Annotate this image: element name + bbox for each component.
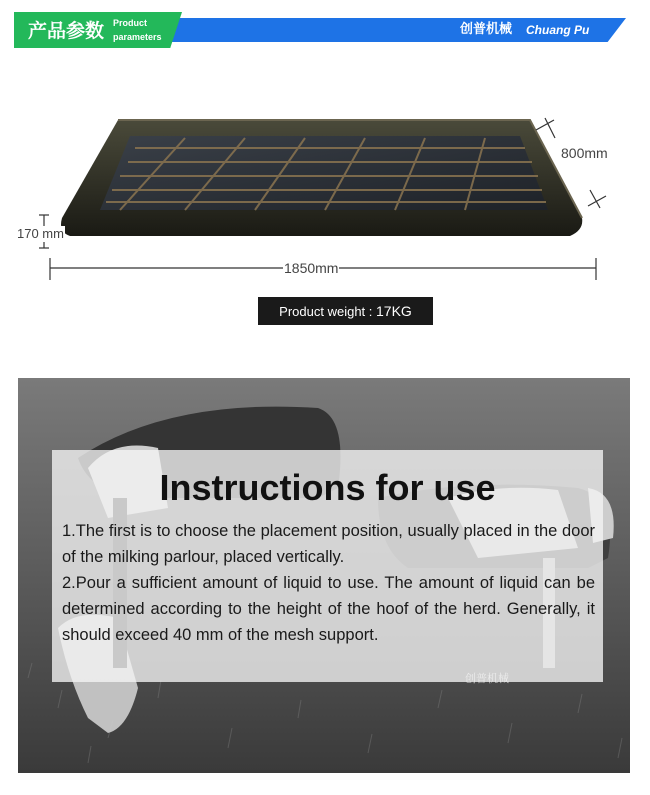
section-title-en-line2: parameters	[113, 32, 162, 42]
length-label: 1850mm	[284, 260, 339, 276]
brand-name-cn: 创普机械	[460, 22, 513, 37]
section-title-cn: 产品参数	[28, 20, 105, 42]
watermark: 创普机械	[465, 672, 509, 685]
header-banner	[0, 12, 650, 48]
section-title-en-line1: Product	[113, 18, 148, 28]
instruction-step-1: 1.The first is to choose the placement position, usually placed in the door of the milking parlour, placed vertically.	[62, 522, 595, 566]
instruction-step-2: 2.Pour a sufficient amount of liquid to use. The amount of liquid can be determined according to the height of the hoof of the herd. Generally, it should exceed 40 mm of the mesh support.	[62, 574, 595, 644]
product-weight-badge	[258, 297, 433, 325]
instructions-body	[62, 518, 595, 648]
weight-label: Product weight :	[279, 304, 376, 319]
weight-value: 17KG	[376, 303, 412, 319]
instructions-panel	[52, 450, 603, 682]
section-title-en	[113, 16, 179, 44]
instructions-title: Instructions for use	[159, 467, 496, 508]
brand-name-en: Chuang Pu	[526, 23, 590, 37]
width-label: 800mm	[561, 145, 608, 161]
height-label: 170 mm	[17, 226, 64, 241]
